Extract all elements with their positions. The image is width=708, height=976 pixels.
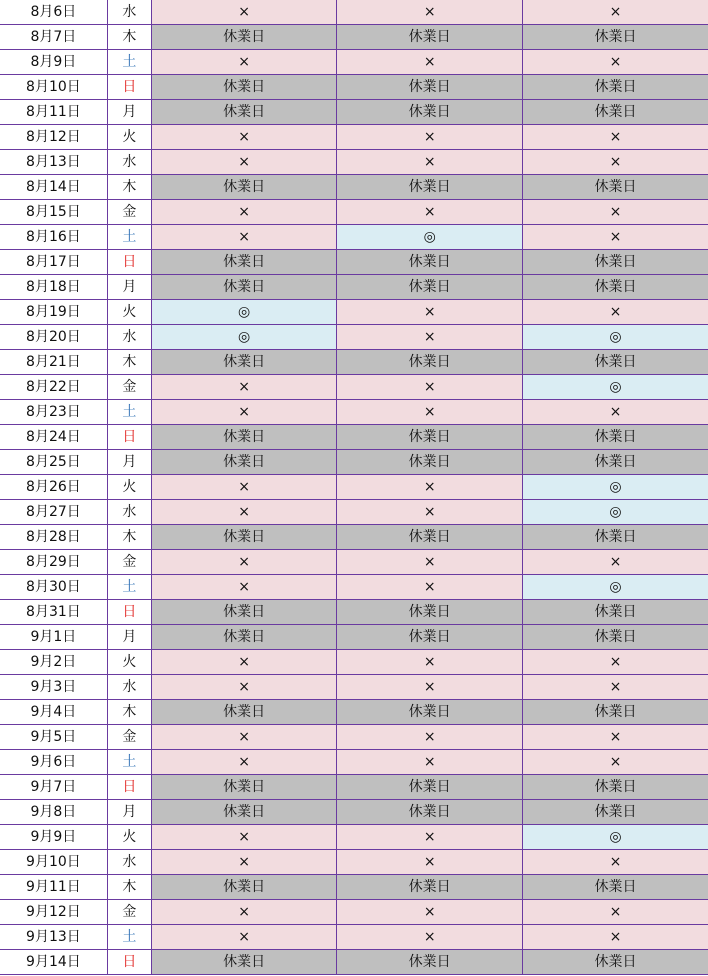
slot-closed-cell: 休業日 [522,775,708,800]
date-cell: 8月31日 [0,600,107,625]
weekday-cell: 土 [107,575,151,600]
date-cell: 8月16日 [0,225,107,250]
weekday-cell: 木 [107,700,151,725]
table-row [0,550,708,575]
slot-closed-cell: 休業日 [522,950,708,975]
slot-closed-cell: 休業日 [151,800,337,825]
weekday-cell: 火 [107,475,151,500]
slot-unavailable-cell: × [522,550,708,575]
weekday-cell: 木 [107,875,151,900]
date-cell: 8月28日 [0,525,107,550]
slot-closed-cell: 休業日 [337,275,523,300]
slot-available-cell: ◎ [522,825,708,850]
slot-unavailable-cell: × [337,300,523,325]
slot-unavailable-cell: × [151,225,337,250]
slot-unavailable-cell: × [337,500,523,525]
slot-closed-cell: 休業日 [522,275,708,300]
slot-unavailable-cell: × [151,900,337,925]
slot-unavailable-cell: × [522,400,708,425]
date-cell: 9月11日 [0,875,107,900]
date-cell: 8月14日 [0,175,107,200]
slot-unavailable-cell: × [337,475,523,500]
date-cell: 8月25日 [0,450,107,475]
slot-unavailable-cell: × [337,925,523,950]
slot-unavailable-cell: × [337,725,523,750]
slot-closed-cell: 休業日 [337,775,523,800]
date-cell: 9月10日 [0,850,107,875]
weekday-cell: 土 [107,50,151,75]
date-cell: 9月9日 [0,825,107,850]
slot-unavailable-cell: × [337,550,523,575]
weekday-cell: 金 [107,900,151,925]
weekday-cell: 日 [107,425,151,450]
date-cell: 8月26日 [0,475,107,500]
slot-closed-cell: 休業日 [337,100,523,125]
table-row [0,475,708,500]
date-cell: 8月9日 [0,50,107,75]
date-cell: 8月17日 [0,250,107,275]
table-row [0,250,708,275]
weekday-cell: 日 [107,950,151,975]
slot-closed-cell: 休業日 [522,100,708,125]
slot-unavailable-cell: × [151,150,337,175]
slot-unavailable-cell: × [151,825,337,850]
slot-unavailable-cell: × [337,200,523,225]
slot-closed-cell: 休業日 [337,800,523,825]
slot-unavailable-cell: × [337,575,523,600]
weekday-cell: 火 [107,650,151,675]
slot-unavailable-cell: × [522,650,708,675]
slot-available-cell: ◎ [522,325,708,350]
slot-closed-cell: 休業日 [151,775,337,800]
date-cell: 8月13日 [0,150,107,175]
slot-unavailable-cell: × [151,375,337,400]
table-row [0,175,708,200]
table-row [0,800,708,825]
slot-closed-cell: 休業日 [522,25,708,50]
weekday-cell: 木 [107,25,151,50]
date-cell: 9月3日 [0,675,107,700]
weekday-cell: 火 [107,125,151,150]
date-cell: 8月23日 [0,400,107,425]
slot-closed-cell: 休業日 [151,75,337,100]
table-row [0,425,708,450]
slot-unavailable-cell: × [151,50,337,75]
slot-available-cell: ◎ [522,475,708,500]
table-row [0,700,708,725]
weekday-cell: 月 [107,100,151,125]
slot-unavailable-cell: × [522,300,708,325]
slot-unavailable-cell: × [337,650,523,675]
slot-unavailable-cell: × [337,375,523,400]
slot-unavailable-cell: × [151,650,337,675]
weekday-cell: 木 [107,350,151,375]
date-cell: 9月8日 [0,800,107,825]
weekday-cell: 土 [107,400,151,425]
slot-unavailable-cell: × [337,125,523,150]
date-cell: 9月7日 [0,775,107,800]
weekday-cell: 水 [107,325,151,350]
slot-unavailable-cell: × [151,750,337,775]
slot-unavailable-cell: × [151,400,337,425]
table-row [0,0,708,25]
slot-closed-cell: 休業日 [151,600,337,625]
slot-available-cell: ◎ [151,300,337,325]
slot-closed-cell: 休業日 [151,25,337,50]
weekday-cell: 水 [107,850,151,875]
weekday-cell: 日 [107,600,151,625]
slot-unavailable-cell: × [337,675,523,700]
slot-unavailable-cell: × [337,325,523,350]
date-cell: 9月13日 [0,925,107,950]
slot-closed-cell: 休業日 [151,425,337,450]
date-cell: 9月6日 [0,750,107,775]
slot-available-cell: ◎ [522,575,708,600]
weekday-cell: 日 [107,250,151,275]
table-row [0,100,708,125]
date-cell: 8月10日 [0,75,107,100]
slot-available-cell: ◎ [522,500,708,525]
slot-closed-cell: 休業日 [522,875,708,900]
weekday-cell: 土 [107,225,151,250]
slot-closed-cell: 休業日 [522,625,708,650]
weekday-cell: 金 [107,375,151,400]
slot-unavailable-cell: × [522,225,708,250]
slot-closed-cell: 休業日 [337,625,523,650]
table-row [0,25,708,50]
table-row [0,525,708,550]
slot-closed-cell: 休業日 [337,75,523,100]
date-cell: 8月15日 [0,200,107,225]
slot-closed-cell: 休業日 [337,350,523,375]
date-cell: 9月12日 [0,900,107,925]
slot-unavailable-cell: × [151,675,337,700]
slot-closed-cell: 休業日 [337,250,523,275]
slot-unavailable-cell: × [337,850,523,875]
slot-unavailable-cell: × [522,850,708,875]
table-row [0,900,708,925]
slot-unavailable-cell: × [151,850,337,875]
slot-closed-cell: 休業日 [337,425,523,450]
slot-unavailable-cell: × [151,200,337,225]
slot-unavailable-cell: × [522,675,708,700]
table-row [0,625,708,650]
slot-unavailable-cell: × [151,925,337,950]
table-row [0,725,708,750]
table-row [0,200,708,225]
weekday-cell: 水 [107,150,151,175]
table-row [0,675,708,700]
slot-unavailable-cell: × [151,550,337,575]
slot-closed-cell: 休業日 [337,450,523,475]
slot-unavailable-cell: × [151,0,337,25]
table-row [0,125,708,150]
weekday-cell: 日 [107,775,151,800]
slot-closed-cell: 休業日 [151,275,337,300]
weekday-cell: 土 [107,925,151,950]
table-row [0,600,708,625]
slot-closed-cell: 休業日 [522,175,708,200]
date-cell: 8月7日 [0,25,107,50]
table-row [0,50,708,75]
slot-closed-cell: 休業日 [522,250,708,275]
table-row [0,500,708,525]
slot-closed-cell: 休業日 [522,350,708,375]
slot-closed-cell: 休業日 [522,525,708,550]
slot-closed-cell: 休業日 [337,600,523,625]
weekday-cell: 日 [107,75,151,100]
table-row [0,950,708,975]
slot-unavailable-cell: × [522,900,708,925]
slot-closed-cell: 休業日 [522,800,708,825]
slot-available-cell: ◎ [151,325,337,350]
date-cell: 8月11日 [0,100,107,125]
slot-unavailable-cell: × [337,50,523,75]
slot-available-cell: ◎ [337,225,523,250]
table-row [0,450,708,475]
slot-closed-cell: 休業日 [522,450,708,475]
slot-closed-cell: 休業日 [151,250,337,275]
table-row [0,300,708,325]
date-cell: 9月5日 [0,725,107,750]
slot-closed-cell: 休業日 [522,700,708,725]
slot-closed-cell: 休業日 [151,100,337,125]
slot-unavailable-cell: × [151,500,337,525]
weekday-cell: 月 [107,450,151,475]
slot-unavailable-cell: × [337,150,523,175]
slot-closed-cell: 休業日 [337,525,523,550]
table-row [0,275,708,300]
date-cell: 8月19日 [0,300,107,325]
slot-closed-cell: 休業日 [337,25,523,50]
slot-closed-cell: 休業日 [522,75,708,100]
slot-closed-cell: 休業日 [151,950,337,975]
slot-unavailable-cell: × [522,150,708,175]
date-cell: 8月21日 [0,350,107,375]
date-cell: 8月20日 [0,325,107,350]
table-row [0,850,708,875]
date-cell: 8月12日 [0,125,107,150]
table-row [0,825,708,850]
table-row [0,375,708,400]
slot-closed-cell: 休業日 [151,175,337,200]
table-row [0,750,708,775]
slot-unavailable-cell: × [522,925,708,950]
slot-unavailable-cell: × [337,825,523,850]
weekday-cell: 木 [107,525,151,550]
date-cell: 8月29日 [0,550,107,575]
weekday-cell: 月 [107,625,151,650]
date-cell: 8月18日 [0,275,107,300]
date-cell: 8月30日 [0,575,107,600]
weekday-cell: 金 [107,725,151,750]
slot-closed-cell: 休業日 [151,525,337,550]
slot-closed-cell: 休業日 [337,175,523,200]
table-row [0,775,708,800]
slot-closed-cell: 休業日 [151,625,337,650]
weekday-cell: 月 [107,800,151,825]
date-cell: 8月6日 [0,0,107,25]
table-row [0,875,708,900]
slot-unavailable-cell: × [522,200,708,225]
slot-unavailable-cell: × [522,50,708,75]
slot-unavailable-cell: × [151,725,337,750]
slot-unavailable-cell: × [151,475,337,500]
table-row [0,650,708,675]
weekday-cell: 金 [107,200,151,225]
date-cell: 8月24日 [0,425,107,450]
slot-unavailable-cell: × [522,0,708,25]
slot-unavailable-cell: × [522,125,708,150]
slot-unavailable-cell: × [337,400,523,425]
weekday-cell: 水 [107,0,151,25]
table-row [0,925,708,950]
weekday-cell: 水 [107,500,151,525]
table-row [0,575,708,600]
table-row [0,350,708,375]
slot-closed-cell: 休業日 [151,875,337,900]
slot-closed-cell: 休業日 [151,450,337,475]
date-cell: 8月27日 [0,500,107,525]
slot-closed-cell: 休業日 [337,700,523,725]
date-cell: 8月22日 [0,375,107,400]
table-row [0,150,708,175]
table-row [0,400,708,425]
slot-available-cell: ◎ [522,375,708,400]
weekday-cell: 火 [107,300,151,325]
date-cell: 9月4日 [0,700,107,725]
table-row [0,225,708,250]
date-cell: 9月1日 [0,625,107,650]
date-cell: 9月2日 [0,650,107,675]
slot-unavailable-cell: × [522,725,708,750]
slot-unavailable-cell: × [151,575,337,600]
weekday-cell: 火 [107,825,151,850]
slot-unavailable-cell: × [522,750,708,775]
slot-unavailable-cell: × [337,0,523,25]
slot-unavailable-cell: × [337,900,523,925]
slot-closed-cell: 休業日 [522,600,708,625]
slot-closed-cell: 休業日 [337,950,523,975]
weekday-cell: 水 [107,675,151,700]
slot-closed-cell: 休業日 [151,350,337,375]
weekday-cell: 金 [107,550,151,575]
table-row [0,325,708,350]
slot-closed-cell: 休業日 [151,700,337,725]
slot-closed-cell: 休業日 [337,875,523,900]
table-row [0,75,708,100]
slot-unavailable-cell: × [337,750,523,775]
slot-unavailable-cell: × [151,125,337,150]
weekday-cell: 土 [107,750,151,775]
slot-closed-cell: 休業日 [522,425,708,450]
weekday-cell: 木 [107,175,151,200]
weekday-cell: 月 [107,275,151,300]
date-cell: 9月14日 [0,950,107,975]
